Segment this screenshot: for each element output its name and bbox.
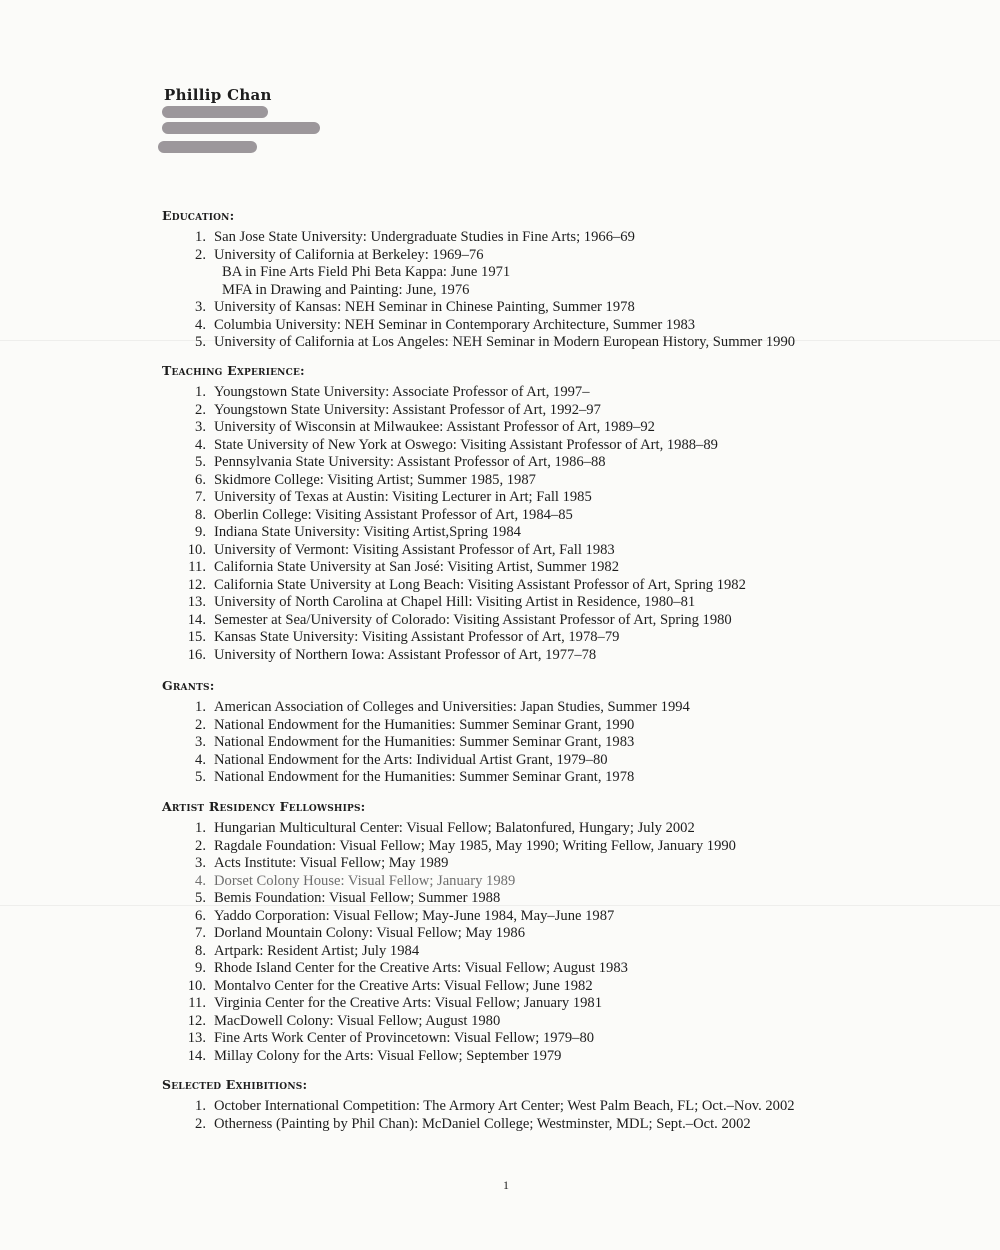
item-number: 2. [195,716,206,733]
item-text: Kansas State University: Visiting Assistant Professor of Art, 1978–79 [214,629,620,645]
item-text: University of Vermont: Visiting Assistant Professor of Art, Fall 1983 [214,541,615,558]
item-text: Artpark: Resident Artist; July 1984 [214,942,420,959]
list-item [162,384,922,402]
item-text: University of Wisconsin at Milwaukee: Assistant Professor of Art, 1989–92 [214,419,655,435]
list-item [162,647,922,665]
item-text: Montalvo Center for the Creative Arts: Visual Fellow; June 1982 [214,977,593,994]
list-item [162,995,922,1013]
degree-line: MFA in Drawing and Painting: June, 1976 [222,281,470,298]
item-text: California State University at Long Beach: Visiting Assistant Professor of Art, Spring 1982 [214,576,746,593]
item-text: University of Texas at Austin: Visiting Lecturer in Art; Fall 1985 [214,489,592,505]
item-number: 3. [195,299,206,315]
degree-line: BA in Fine Arts Field Phi Beta Kappa: June 1971 [222,264,511,280]
section-grants [162,676,922,787]
page-number: 1 [503,1178,509,1192]
list-item [162,873,922,891]
list-item [162,559,922,577]
item-number: 8. [195,506,206,523]
list-item [162,1048,922,1066]
item-number: 6. [195,907,206,924]
list-item [162,419,922,437]
list-item [162,1116,922,1134]
item-text: Acts Institute: Visual Fellow; May 1989 [214,855,449,871]
list-item [162,247,922,265]
item-number: 15. [187,629,206,645]
redacted-address-line [162,122,320,134]
item-text: University of Northern Iowa: Assistant Professor of Art, 1977–78 [214,646,597,663]
list-item [162,454,922,472]
item-number: 13. [187,1030,206,1046]
item-text: Dorset Colony House: Visual Fellow; January 1989 [214,872,516,889]
list-item [162,299,922,317]
item-text: National Endowment for the Arts: Individual Artist Grant, 1979–80 [214,751,608,768]
list-item [162,820,922,838]
item-list [162,699,922,787]
list-item [162,437,922,455]
item-number: 14. [187,1047,206,1064]
item-number: 10. [187,977,206,994]
item-number: 1. [195,699,206,715]
item-text: San Jose State University: Undergraduate Studies in Fine Arts; 1966–69 [214,229,635,245]
item-number: 11. [188,995,206,1011]
item-text: University of Kansas: NEH Seminar in Chinese Painting, Summer 1978 [214,299,635,315]
item-text: Millay Colony for the Arts: Visual Fellow; September 1979 [214,1047,562,1064]
item-number: 3. [195,734,206,750]
list-item [162,1013,922,1031]
item-text: Semester at Sea/University of Colorado: Visiting Assistant Professor of Art, Spring 1980 [214,611,732,628]
list-item [162,943,922,961]
list-item [162,542,922,560]
list-item [162,855,922,873]
list-item [162,334,922,352]
item-text: Rhode Island Center for the Creative Arts: Visual Fellow; August 1983 [214,960,628,976]
item-number: 9. [195,960,206,976]
section-teaching-experience [162,361,922,664]
list-item [162,524,922,542]
item-number: 5. [195,769,206,785]
section-education [162,206,922,352]
item-text: Hungarian Multicultural Center: Visual Fellow; Balatonfured, Hungary; July 2002 [214,820,695,836]
list-item [162,769,922,787]
item-text: University of California at Los Angeles: NEH Seminar in Modern European History, Summer 1990 [214,334,796,350]
applicant-name: Phillip Chan [164,86,272,104]
item-text: Pennsylvania State University: Assistant Professor of Art, 1986–88 [214,454,606,470]
section-heading: Grants: [162,678,215,693]
item-number: 1. [195,820,206,836]
item-number: 5. [195,890,206,906]
item-number: 3. [195,419,206,435]
section-selected-exhibitions [162,1075,922,1133]
item-number: 2. [195,246,206,263]
item-text: Oberlin College: Visiting Assistant Professor of Art, 1984–85 [214,506,573,523]
list-item [162,752,922,770]
list-item [162,978,922,996]
list-item [162,402,922,420]
item-text: October International Competition: The Armory Art Center; West Palm Beach, FL; Oct.–Nov. 2002 [214,1098,795,1114]
list-item [162,908,922,926]
item-text: Skidmore College: Visiting Artist; Summer 1985, 1987 [214,471,536,488]
section-heading: Artist Residency Fellowships: [162,799,366,814]
item-number: 3. [195,855,206,871]
item-text: National Endowment for the Humanities: Summer Seminar Grant, 1978 [214,769,635,785]
list-item [162,612,922,630]
item-text: Dorland Mountain Colony: Visual Fellow; May 1986 [214,925,525,941]
item-number: 2. [195,1115,206,1132]
item-number: 4. [195,316,206,333]
item-text: Fine Arts Work Center of Provincetown: Visual Fellow; 1979–80 [214,1030,595,1046]
item-number: 5. [195,334,206,350]
item-text: Columbia University: NEH Seminar in Contemporary Architecture, Summer 1983 [214,316,696,333]
item-text: State University of New York at Oswego: Visiting Assistant Professor of Art, 1988–89 [214,436,718,453]
item-number: 11. [188,559,206,575]
item-text: National Endowment for the Humanities: Summer Seminar Grant, 1990 [214,716,635,733]
list-item [162,960,922,978]
item-text: Youngstown State University: Assistant Professor of Art, 1992–97 [214,401,601,418]
item-list [162,820,922,1065]
item-number: 12. [187,576,206,593]
item-text: University of North Carolina at Chapel Hill: Visiting Artist in Residence, 1980–81 [214,594,696,610]
item-text: Otherness (Painting by Phil Chan): McDaniel College; Westminster, MDL; Sept.–Oct. 2002 [214,1115,751,1132]
redacted-address-line [162,106,268,118]
item-number: 4. [195,436,206,453]
redacted-address-line [158,141,257,153]
list-item [162,629,922,647]
item-list [162,1098,922,1133]
item-number: 9. [195,524,206,540]
list-item [162,699,922,717]
item-text: American Association of Colleges and Universities: Japan Studies, Summer 1994 [214,699,690,715]
list-item [162,472,922,490]
list-item [162,507,922,525]
item-number: 4. [195,872,206,889]
item-number: 7. [195,925,206,941]
item-text: Bemis Foundation: Visual Fellow; Summer 1988 [214,890,501,906]
list-item [162,577,922,595]
list-item [162,594,922,612]
list-item [162,489,922,507]
list-item [162,717,922,735]
list-item [162,838,922,856]
item-text: Virginia Center for the Creative Arts: Visual Fellow; January 1981 [214,995,603,1011]
list-item [162,925,922,943]
list-item [162,1098,922,1116]
list-item [162,317,922,335]
item-text: Yaddo Corporation: Visual Fellow; May-June 1984, May–June 1987 [214,907,615,924]
item-number: 10. [187,541,206,558]
list-item [162,890,922,908]
item-text: University of California at Berkeley: 1969–76 [214,246,484,263]
item-number: 12. [187,1012,206,1029]
section-artist-residency [162,797,922,1065]
list-item [162,734,922,752]
item-text: California State University at San José: Visiting Artist, Summer 1982 [214,559,620,575]
item-number: 13. [187,594,206,610]
list-item [162,1030,922,1048]
item-number: 8. [195,942,206,959]
item-number: 2. [195,401,206,418]
item-number: 16. [187,646,206,663]
item-text: MacDowell Colony: Visual Fellow; August 1980 [214,1012,501,1029]
item-list [162,229,922,352]
item-number: 2. [195,837,206,854]
item-number: 1. [195,1098,206,1114]
section-heading: Education: [162,208,235,223]
item-number: 5. [195,454,206,470]
item-text: National Endowment for the Humanities: Summer Seminar Grant, 1983 [214,734,635,750]
item-number: 1. [195,384,206,400]
item-text: Ragdale Foundation: Visual Fellow; May 1985, May 1990; Writing Fellow, January 1990 [214,837,736,854]
section-heading: Teaching Experience: [162,363,305,378]
item-list [162,384,922,664]
list-item [162,229,922,247]
item-number: 6. [195,471,206,488]
item-text: Youngstown State University: Associate Professor of Art, 1997– [214,384,590,400]
item-number: 14. [187,611,206,628]
section-heading: Selected Exhibitions: [162,1077,308,1092]
item-text: Indiana State University: Visiting Artist,Spring 1984 [214,524,521,540]
item-number: 7. [195,489,206,505]
item-number: 4. [195,751,206,768]
item-number: 1. [195,229,206,245]
